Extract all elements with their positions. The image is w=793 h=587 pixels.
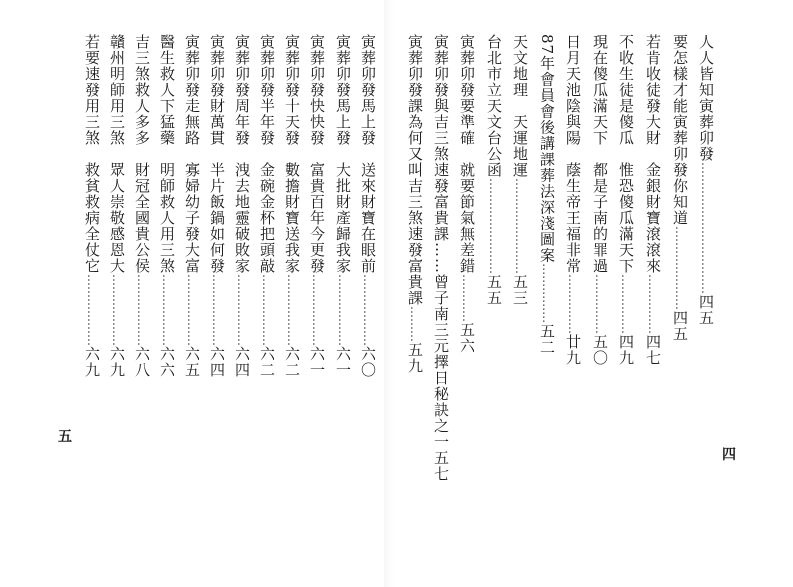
toc-entry-page: 六八 [133, 346, 151, 378]
toc-entry-page: 五二 [538, 323, 556, 356]
toc-entry-title: 寅葬卯發走無路 寡婦幼子發大富 [183, 34, 201, 274]
toc-entry [590, 34, 610, 564]
toc-entry [457, 34, 477, 564]
toc-entry-title: 醫生救人下猛藥 明師救人用三煞 [158, 34, 176, 274]
toc-entry [282, 34, 302, 564]
toc-entry-page: 六九 [108, 346, 126, 378]
toc-entry-title: 不收生徒是傻瓜 惟恐傻瓜滿天下 [617, 34, 635, 274]
toc-entry-page: 六一 [308, 346, 326, 378]
toc-entry [257, 34, 277, 564]
toc-entry [405, 34, 425, 564]
toc-entry-title: 若要速發用三煞 救貧救病全仗它 [83, 34, 101, 274]
toc-entry-title: 贛州明師用三煞 眾人崇敬感恩大 [108, 34, 126, 274]
toc-entry-title: 吉三煞救人多多 財冠全國貴公侯 [133, 34, 151, 274]
toc-entry-title: 寅葬卯發十天發 數擔財寶送我家 [283, 34, 301, 274]
toc-entry-title: 人人皆知寅葬卯發 [697, 34, 715, 162]
toc-entry [132, 34, 152, 564]
leader-dots: ……………… [285, 274, 299, 346]
leader-dots: …………………… [513, 178, 527, 274]
toc-entry-title: 87年會員會後講課葬法深淺圖案 [538, 34, 556, 264]
toc-entry [207, 34, 227, 564]
toc-entry-title: 寅葬卯發半年發 金碗金杯把頭敲 [258, 34, 276, 274]
leader-dots: ……………… [361, 274, 375, 346]
toc-entry-page: 五三 [511, 274, 529, 306]
toc-entry-page: 六五 [183, 346, 201, 378]
leader-dots: ……………… [235, 274, 249, 346]
page-fold [384, 0, 394, 587]
toc-entry-title: 寅葬卯發快快發 富貴百年今更發 [308, 34, 326, 274]
toc-entry-page: 五七 [432, 450, 450, 482]
toc-entry [307, 34, 327, 564]
toc-entry [537, 34, 557, 564]
toc-entry-title: 台北市立天文台公函 [485, 34, 503, 178]
toc-entry [232, 34, 252, 564]
toc-entry [510, 34, 530, 564]
toc-entry-page: 四五 [671, 310, 689, 342]
toc-entry-title: 要怎樣才能寅葬卯發你知道 [671, 34, 689, 226]
toc-entry-page: 四五 [697, 294, 715, 326]
toc-entry [643, 34, 663, 564]
leader-dots: …………… [619, 274, 633, 334]
toc-entry-title: 寅葬卯發周年發 洩去地靈破敗家 [233, 34, 251, 274]
leader-dots: …………… [646, 274, 660, 334]
leader-dots: ……………… [160, 274, 174, 346]
leader-dots: ……………… [85, 274, 99, 346]
leader-dots: ……………… [185, 274, 199, 346]
toc-entry-title: 寅葬卯發馬上發 大批財產歸我家 [334, 34, 352, 274]
leader-dots: …………… [593, 274, 607, 334]
toc-entry-page: 五五 [485, 274, 503, 306]
toc-entry-title: 日月天池陰與陽 蔭生帝王福非常 [564, 34, 582, 274]
toc-entry [107, 34, 127, 564]
toc-entry-title: 天文地理 天運地運 [511, 34, 529, 178]
leader-dots: ……………… [110, 274, 124, 346]
page-number-right: 四 [722, 447, 736, 463]
toc-entry-page: 廿九 [564, 334, 582, 366]
toc-entry-page: 六二 [283, 346, 301, 378]
toc-entry-page: 四九 [617, 334, 635, 366]
toc-entry-page: 六六 [158, 346, 176, 378]
leader-dots: ……………… [336, 274, 350, 346]
leader-dots: ……………… [260, 274, 274, 346]
toc-entry-title: 寅葬卯發課為何又叫吉三煞速發富貴課 [406, 34, 424, 306]
toc-entry-title: 寅葬卯發財萬貫 半片飯鍋如何發 [208, 34, 226, 274]
toc-entry-title: 若肯收徒發大財 金銀財寶滾滾來 [644, 34, 662, 274]
toc-entry-title: 寅葬卯發與吉三煞速發富貴課……曾子南三元擇日秘訣之一 [432, 34, 450, 450]
toc-entry [157, 34, 177, 564]
toc-entry [563, 34, 583, 564]
toc-entry-page: 六四 [208, 346, 226, 378]
toc-entry-page: 六二 [258, 346, 276, 378]
toc-entry [82, 34, 102, 564]
toc-entry-page: 六四 [233, 346, 251, 378]
leader-dots: …………………… [487, 178, 501, 274]
leader-dots: …………………………… [699, 162, 713, 294]
leader-dots: ……… [408, 306, 422, 342]
toc-entry-page: 四七 [644, 334, 662, 366]
toc-entry-title: 現在傻瓜滿天下 都是子南的罪過 [591, 34, 609, 274]
leader-dots: ………………… [673, 226, 687, 310]
toc-entry [616, 34, 636, 564]
toc-entry [696, 34, 716, 564]
toc-entry [358, 34, 378, 564]
toc-entry-page: 五六 [458, 322, 476, 354]
page-number-left: 五 [58, 429, 72, 445]
leader-dots: …………… [566, 274, 580, 334]
toc-entry-title: 寅葬卯發馬上發 送來財寶在眼前 [359, 34, 377, 274]
leader-dots: ……………… [135, 274, 149, 346]
leader-dots: ………… [460, 274, 474, 322]
toc-entry-page: 六〇 [359, 346, 377, 378]
toc-entry [670, 34, 690, 564]
toc-entry-page: 六九 [83, 346, 101, 378]
toc-entry-page: 五九 [406, 342, 424, 374]
toc-entry [431, 34, 451, 564]
leader-dots: …………… [540, 263, 554, 324]
toc-entry [333, 34, 353, 564]
toc-entry [182, 34, 202, 564]
toc-entry [484, 34, 504, 564]
toc-entry-page: 六一 [334, 346, 352, 378]
leader-dots: ……………… [210, 274, 224, 346]
toc-entry-page: 五〇 [591, 334, 609, 366]
toc-entry-title: 寅葬卯發要準確 就要節氣無差錯 [458, 34, 476, 274]
leader-dots: ……………… [310, 274, 324, 346]
